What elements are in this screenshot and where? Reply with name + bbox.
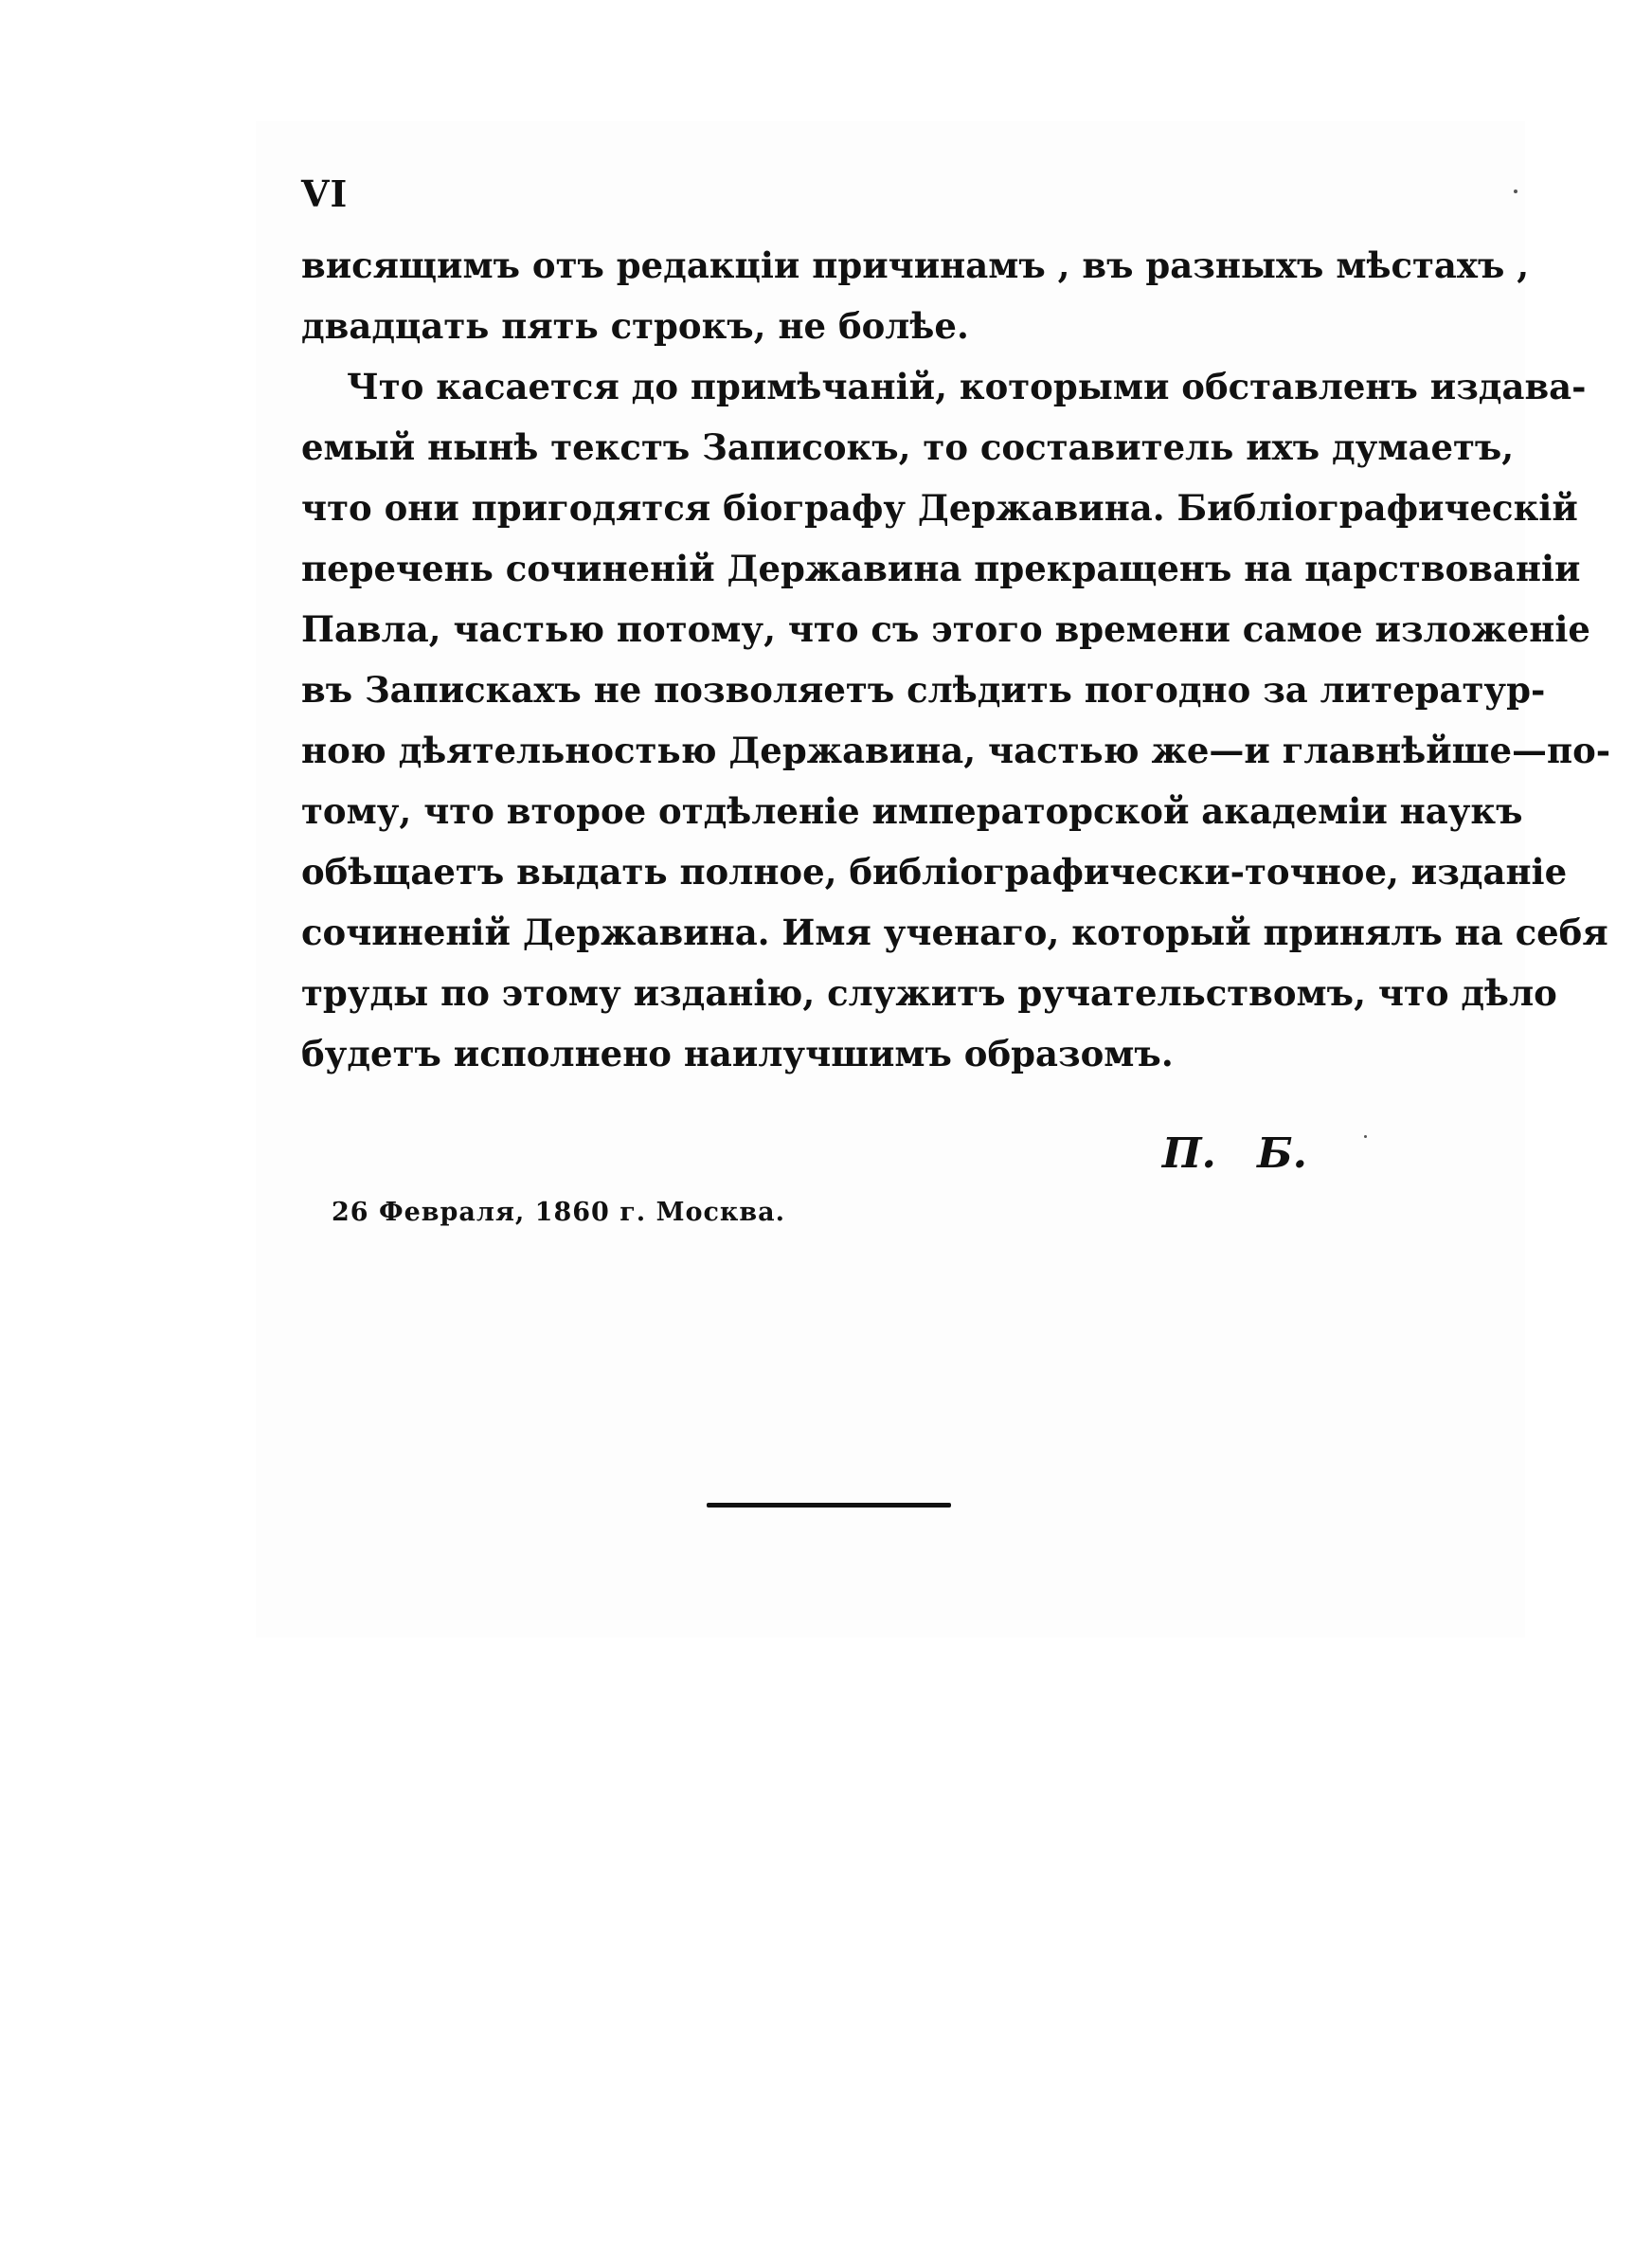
text-line: Павла, частью потому, что съ этого времени самое изложеніе xyxy=(301,608,1590,650)
text-line: висящимъ отъ редакціи причинамъ , въ разныхъ мѣстахъ , xyxy=(301,244,1530,286)
scan-speck xyxy=(1364,1135,1367,1138)
text-line: обѣщаетъ выдать полное, библіографически-точное, изданіе xyxy=(301,851,1568,893)
end-rule-divider xyxy=(707,1503,951,1508)
text-line: что они пригодятся біографу Державина. Библіографическій xyxy=(301,487,1578,529)
dateline: 26 Февраля, 1860 г. Москва. xyxy=(332,1198,786,1227)
body-text xyxy=(301,235,1611,1084)
text-line: сочиненій Державина. Имя ученаго, который принялъ на себя xyxy=(301,912,1608,953)
text-line: емый нынѣ текстъ Записокъ, то составитель ихъ думаетъ, xyxy=(301,426,1515,468)
signature-initials: П. Б. xyxy=(1161,1129,1307,1178)
text-line: двадцать пять строкъ, не болѣе. xyxy=(301,305,969,347)
scan-speck xyxy=(1514,190,1517,193)
text-line: Что касается до примѣчаній, которыми обставленъ издава- xyxy=(347,366,1587,407)
text-line: тому, что второе отдѣленіе императорской академіи наукъ xyxy=(301,790,1523,832)
text-line: въ Запискахъ не позволяетъ слѣдить погодно за литератур- xyxy=(301,669,1546,711)
text-line: перечень сочиненій Державина прекращенъ на царствованіи xyxy=(301,548,1581,589)
text-line: ною дѣятельностью Державина, частью же—и главнѣйше—по- xyxy=(301,730,1611,771)
text-line: будетъ исполнено наилучшимъ образомъ. xyxy=(301,1033,1174,1074)
page-number: VI xyxy=(301,172,349,215)
text-line: труды по этому изданію, служитъ ручательствомъ, что дѣло xyxy=(301,972,1557,1014)
